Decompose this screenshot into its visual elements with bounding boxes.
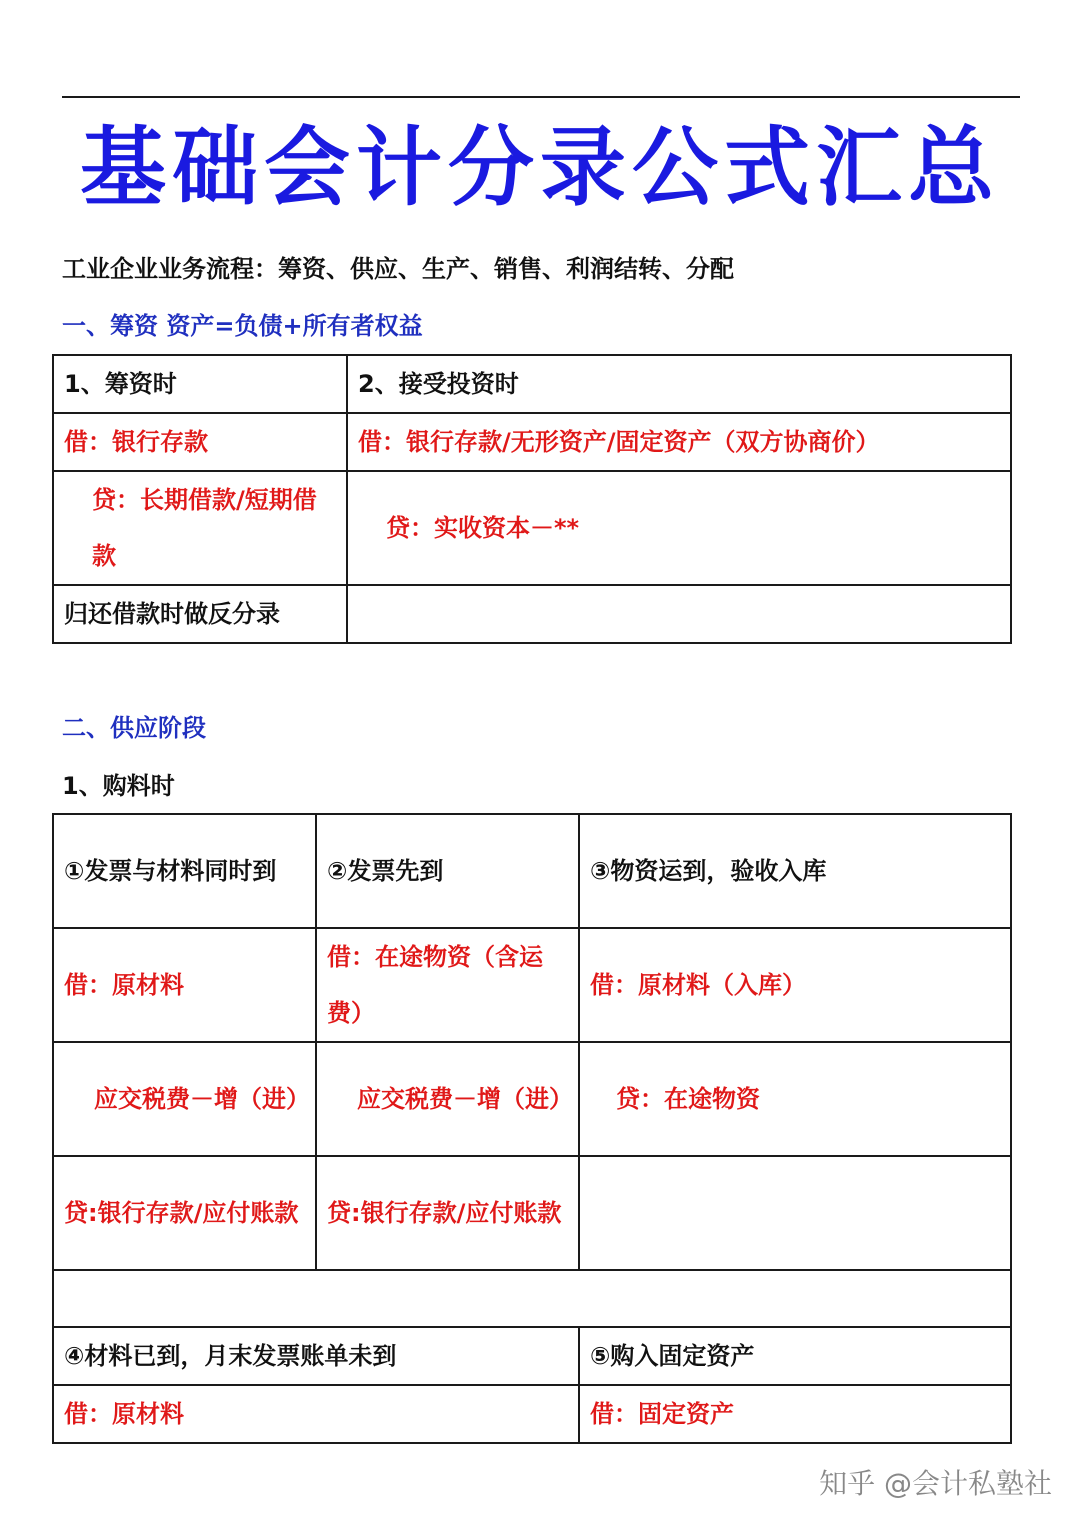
cell-vat-input-1: 应交税费－增（进） [53, 1042, 316, 1156]
cell-credit-capital: 贷：实收资本－** [347, 471, 1011, 585]
page-title: 基础会计分录公式汇总 [80, 117, 1000, 218]
cell-spacer-row [53, 1270, 1011, 1327]
cell-invoice-and-material: ①发票与材料同时到 [53, 814, 316, 928]
watermark: 知乎 @会计私塾社 [819, 1467, 1052, 1500]
cell-debit-bank: 借：银行存款 [53, 413, 347, 471]
cell-debit-raw-material-stock: 借：原材料（入库） [579, 928, 1011, 1042]
cell-debit-raw-material: 借：原材料 [53, 928, 316, 1042]
top-divider [62, 96, 1020, 98]
cell-material-arrived: ④材料已到，月末发票账单未到 [53, 1327, 579, 1385]
cell-credit-bank-payable-1: 贷:银行存款/应付账款 [53, 1156, 316, 1270]
section2-sub1: 1、购料时 [62, 772, 175, 800]
cell-debit-raw-material-2: 借：原材料 [53, 1385, 579, 1443]
cell-credit-in-transit: 贷：在途物资 [579, 1042, 1011, 1156]
section2-heading: 二、供应阶段 [62, 714, 206, 742]
intro-text: 工业企业业务流程：筹资、供应、生产、销售、利润结转、分配 [62, 255, 734, 283]
section1-heading: 一、筹资 资产=负债+所有者权益 [62, 312, 423, 340]
cell-debit-in-transit: 借：在途物资（含运费） [316, 928, 579, 1042]
supply-table [52, 813, 1012, 1444]
cell-credit-bank-payable-2: 贷:银行存款/应付账款 [316, 1156, 579, 1270]
cell-credit-loans: 贷：长期借款/短期借款 [53, 471, 347, 585]
cell-goods-arrive: ③物资运到，验收入库 [579, 814, 1011, 928]
cell-debit-fixed-assets: 借：固定资产 [579, 1385, 1011, 1443]
financing-table [52, 354, 1012, 644]
cell-invoice-first: ②发票先到 [316, 814, 579, 928]
cell-fixed-asset-purchase: ⑤购入固定资产 [579, 1327, 1011, 1385]
cell-empty [347, 585, 1011, 643]
cell-financing: 1、筹资时 [53, 355, 347, 413]
cell-receive-investment: 2、接受投资时 [347, 355, 1011, 413]
cell-repay-note: 归还借款时做反分录 [53, 585, 347, 643]
cell-empty-3 [579, 1156, 1011, 1270]
cell-vat-input-2: 应交税费－增（进） [316, 1042, 579, 1156]
cell-debit-assets: 借：银行存款/无形资产/固定资产（双方协商价） [347, 413, 1011, 471]
